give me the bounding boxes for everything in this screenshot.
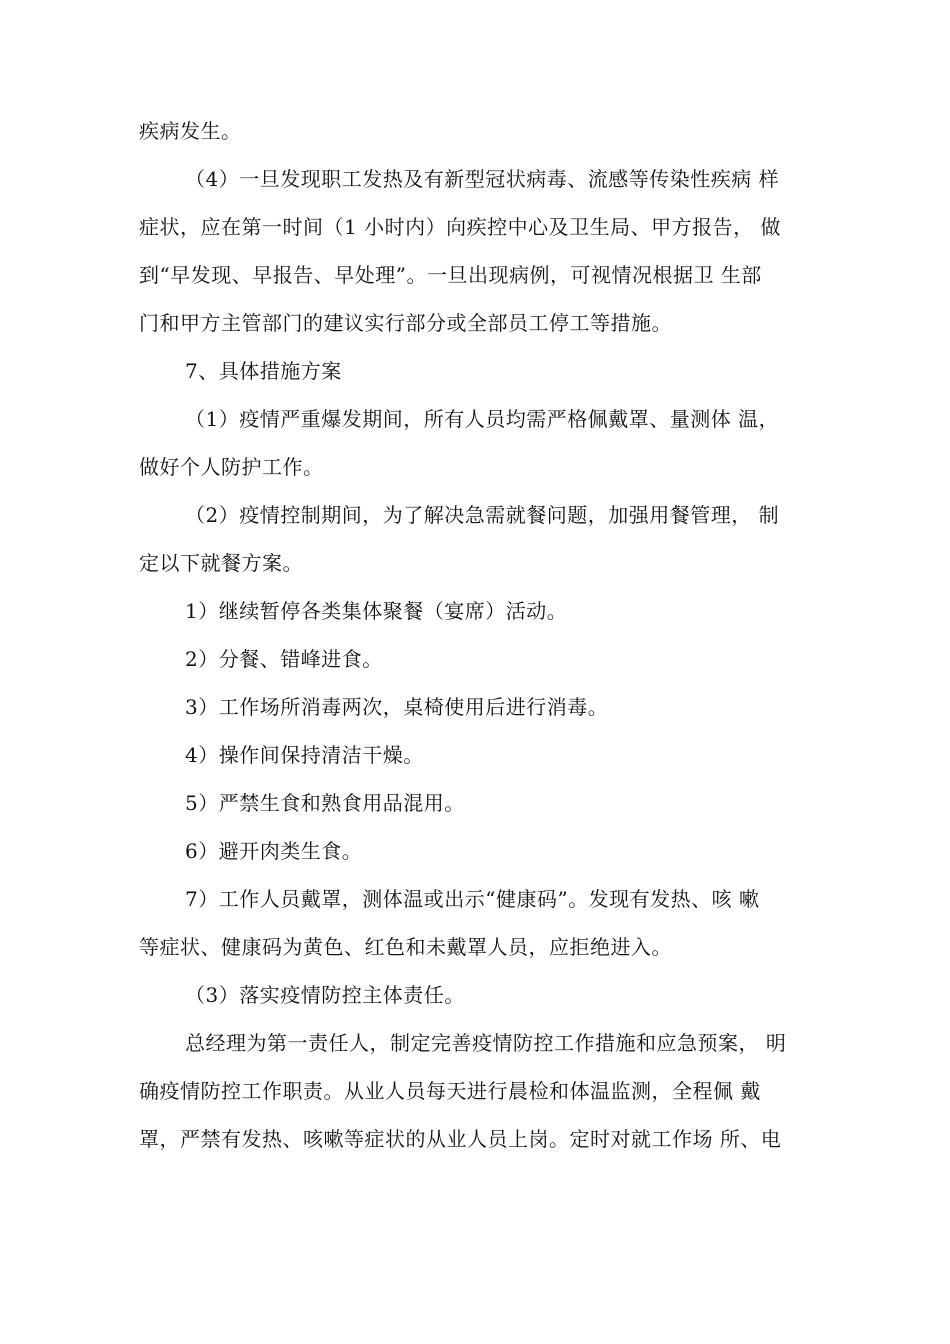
list-item: 5）严禁生食和熟食用品混用。	[185, 791, 465, 815]
text-line: 到“早发现、早报告、早处理”。一旦出现病例，可视情况根据卫 生部	[139, 263, 762, 287]
text-line: 总经理为第一责任人，制定完善疫情防控工作措施和应急预案， 明	[185, 1031, 787, 1055]
list-item: 6）避开肉类生食。	[185, 839, 363, 863]
text-line: （4）一旦发现职工发热及有新型冠状病毒、流感等传染性疾病 样	[185, 167, 780, 191]
list-item: 1）继续暂停各类集体聚餐（宴席）活动。	[185, 599, 568, 623]
text-line: （3）落实疫情防控主体责任。	[185, 983, 465, 1007]
text-line: 疾病发生。	[139, 119, 242, 143]
section-heading: 7、具体措施方案	[185, 359, 342, 383]
list-item: 7）工作人员戴罩，测体温或出示“健康码”。发现有发热、咳 嗽	[185, 887, 760, 911]
text-line: 确疫情防控工作职责。从业人员每天进行晨检和体温监测，全程佩 戴	[139, 1079, 761, 1103]
list-item: 4）操作间保持清洁干燥。	[185, 743, 424, 767]
text-line: （1）疫情严重爆发期间，所有人员均需严格佩戴罩、量测体 温，	[185, 407, 780, 431]
text-line: 定以下就餐方案。	[139, 551, 303, 575]
text-line: 做好个人防护工作。	[139, 455, 324, 479]
text-line: 症状，应在第一时间（1 小时内）向疾控中心及卫生局、甲方报告， 做	[139, 215, 781, 239]
text-line: 门和甲方主管部门的建议实行部分或全部员工停工等措施。	[139, 311, 672, 335]
list-item: 2）分餐、错峰进食。	[185, 647, 383, 671]
text-line: 罩，严禁有发热、咳嗽等症状的从业人员上岗。定时对就工作场 所、电	[139, 1127, 782, 1151]
text-line: （2）疫情控制期间，为了解决急需就餐问题，加强用餐管理， 制	[185, 503, 780, 527]
text-line: 等症状、健康码为黄色、红色和未戴罩人员，应拒绝进入。	[139, 935, 672, 959]
list-item: 3）工作场所消毒两次，桌椅使用后进行消毒。	[185, 695, 609, 719]
